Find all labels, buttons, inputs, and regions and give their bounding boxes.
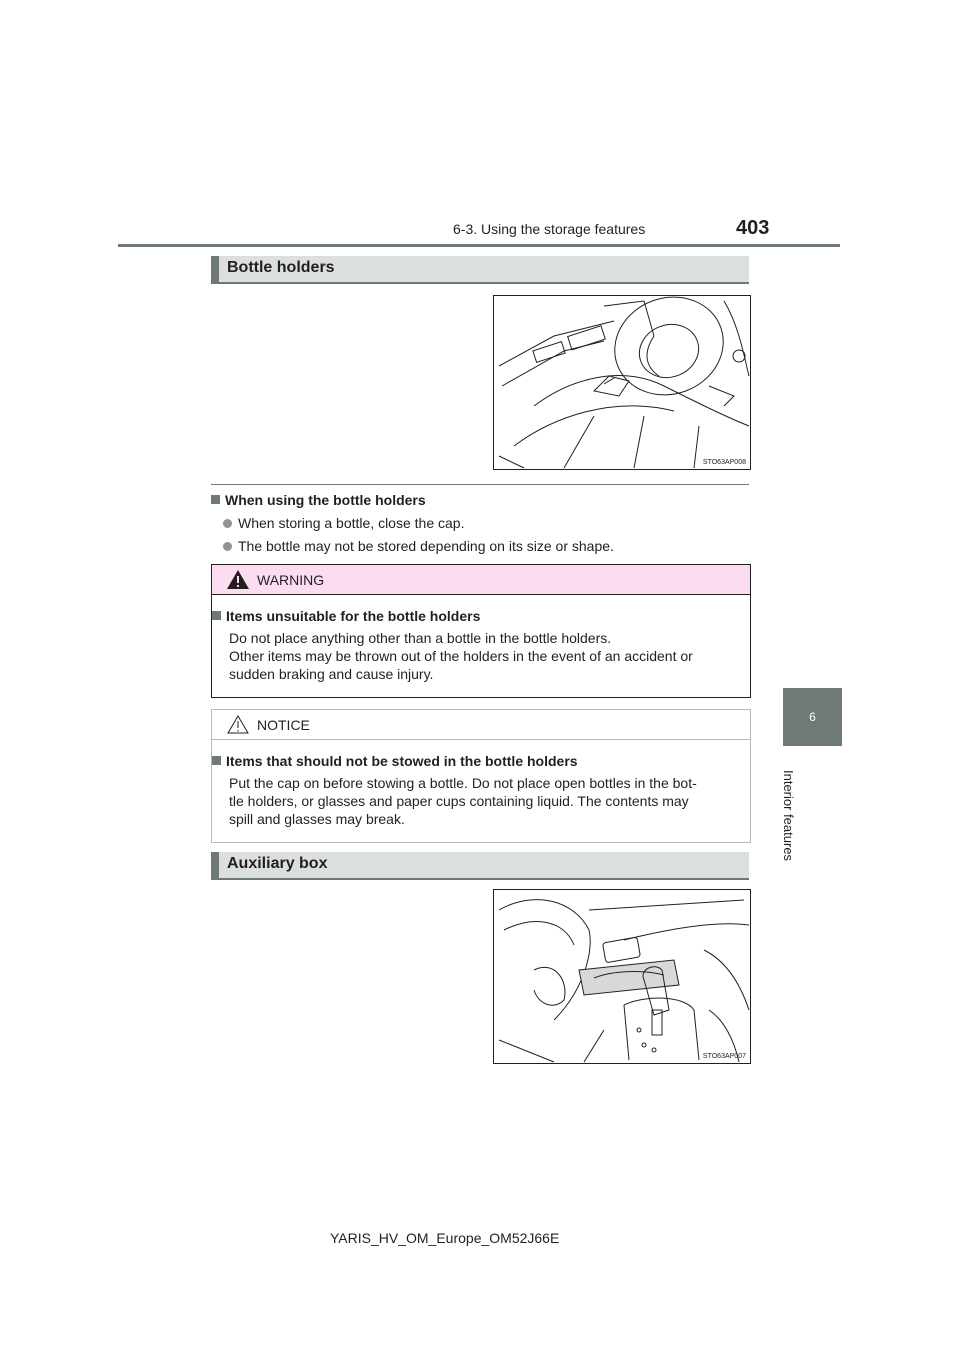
notice-box	[211, 709, 751, 843]
warning-line: sudden braking and cause injury.	[229, 666, 434, 682]
auxiliary-box-figure	[493, 889, 751, 1064]
warning-heading	[212, 608, 480, 624]
notice-heading-text: Items that should not be stowed in the bottle holders	[226, 753, 578, 769]
notice-line: tle holders, or glasses and paper cups containing liquid. The contents may	[229, 793, 689, 809]
document-id: YARIS_HV_OM_Europe_OM52J66E	[330, 1230, 560, 1246]
section-divider	[211, 484, 749, 485]
auxiliary-box-heading	[211, 852, 749, 880]
round-bullet-icon	[223, 542, 232, 551]
warning-body	[229, 629, 693, 683]
bottle-holders-figure	[493, 295, 751, 470]
figure-code: STO63AP008	[702, 459, 746, 466]
warning-header	[212, 565, 750, 595]
auxiliary-box-illustration	[494, 890, 750, 1063]
caution-triangle-icon	[227, 715, 249, 734]
square-bullet-icon	[212, 756, 221, 765]
warning-box	[211, 564, 751, 698]
bottle-holders-heading	[211, 256, 749, 284]
warning-line: Other items may be thrown out of the holders in the event of an accident or	[229, 648, 693, 664]
figure-code: STO63AP007	[702, 1053, 746, 1060]
header-rule	[118, 244, 840, 247]
chapter-number: 6	[809, 710, 816, 724]
bullet-text: When storing a bottle, close the cap.	[238, 515, 465, 531]
notice-body	[229, 774, 744, 828]
warning-label: WARNING	[257, 572, 325, 588]
page-number: 403	[736, 217, 770, 239]
bullet-item	[223, 537, 614, 555]
round-bullet-icon	[223, 519, 232, 528]
chapter-label	[778, 770, 804, 870]
notice-line: spill and glasses may break.	[229, 811, 405, 827]
square-bullet-icon	[212, 611, 221, 620]
bullet-item	[223, 514, 464, 532]
chapter-label-text: Interior features	[781, 770, 796, 862]
bottle-holders-title: Bottle holders	[227, 259, 335, 276]
square-bullet-icon	[211, 495, 220, 504]
notice-line: Put the cap on before stowing a bottle. Do not place open bottles in the bot-	[229, 775, 697, 791]
note-heading	[211, 492, 426, 508]
warning-triangle-icon	[227, 570, 249, 589]
notice-header	[212, 710, 750, 740]
auxiliary-box-title: Auxiliary box	[227, 855, 328, 872]
section-title: 6-3. Using the storage features	[453, 221, 646, 237]
notice-label: NOTICE	[257, 717, 310, 733]
notice-heading	[212, 753, 578, 769]
bullet-text: The bottle may not be stored depending on its size or shape.	[238, 538, 614, 554]
warning-heading-text: Items unsuitable for the bottle holders	[226, 608, 481, 624]
warning-line: Do not place anything other than a bottle in the bottle holders.	[229, 630, 612, 646]
heading-accent	[211, 256, 219, 284]
note-heading-text: When using the bottle holders	[225, 492, 426, 508]
bottle-holder-illustration	[494, 296, 750, 469]
heading-accent	[211, 852, 219, 880]
